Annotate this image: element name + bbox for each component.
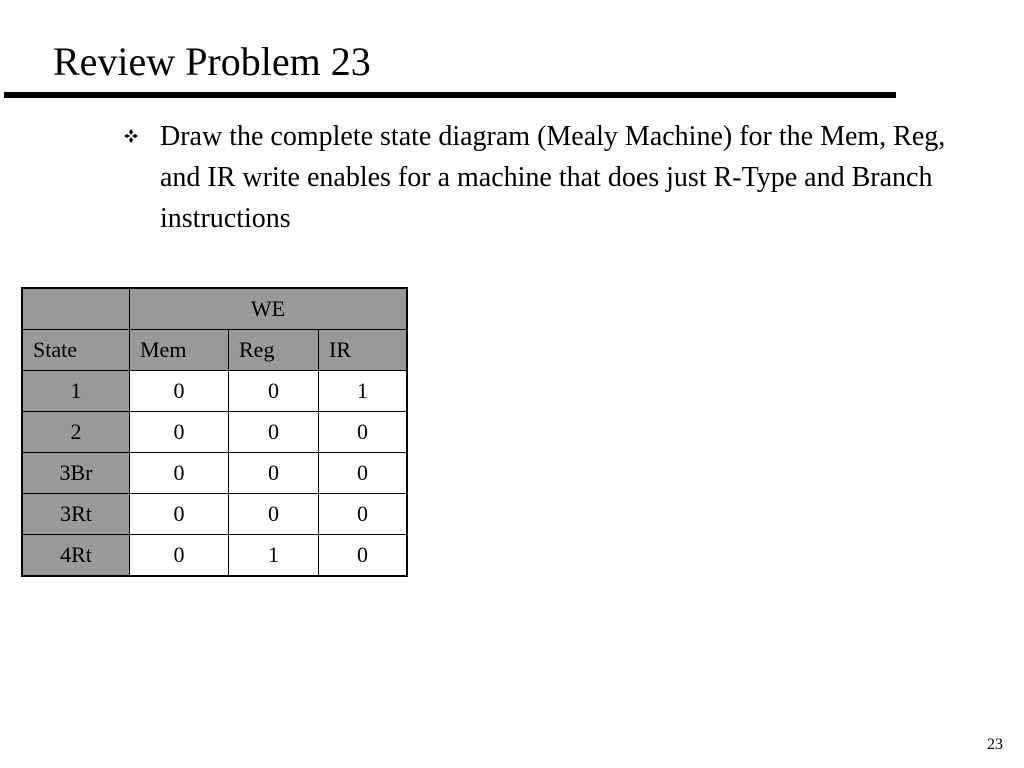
ir-cell: 0 <box>319 494 408 535</box>
slide-title: Review Problem 23 <box>53 39 371 84</box>
title-underline <box>4 92 896 98</box>
reg-cell: 1 <box>229 535 319 577</box>
header-reg: Reg <box>229 330 319 371</box>
state-cell: 3Br <box>22 453 130 494</box>
we-group-header: WE <box>130 288 408 330</box>
table-row <box>22 371 407 412</box>
table-row <box>22 494 407 535</box>
reg-cell: 0 <box>229 412 319 453</box>
ir-cell: 1 <box>319 371 408 412</box>
table-row <box>22 453 407 494</box>
header-mem: Mem <box>130 330 229 371</box>
bullet-text: Draw the complete state diagram (Mealy Machine) for the Mem, Reg, and IR write enables for a machine that does just R-Type and Branch instructions <box>160 121 946 234</box>
ir-cell: 0 <box>319 453 408 494</box>
table-header-row <box>22 330 407 371</box>
mem-cell: 0 <box>130 535 229 577</box>
ir-cell: 0 <box>319 535 408 577</box>
mem-cell: 0 <box>130 371 229 412</box>
state-cell: 2 <box>22 412 130 453</box>
four-diamond-bullet-icon <box>124 129 138 143</box>
write-enable-table <box>21 287 408 577</box>
reg-cell: 0 <box>229 453 319 494</box>
mem-cell: 0 <box>130 494 229 535</box>
table-corner-cell <box>22 288 130 330</box>
state-cell: 1 <box>22 371 130 412</box>
mem-cell: 0 <box>130 412 229 453</box>
state-cell: 4Rt <box>22 535 130 577</box>
mem-cell: 0 <box>130 453 229 494</box>
reg-cell: 0 <box>229 371 319 412</box>
page-number: 23 <box>987 736 1003 753</box>
state-cell: 3Rt <box>22 494 130 535</box>
reg-cell: 0 <box>229 494 319 535</box>
table-group-header-row <box>22 288 407 330</box>
table-row <box>22 412 407 453</box>
header-state: State <box>22 330 130 371</box>
ir-cell: 0 <box>319 412 408 453</box>
header-ir: IR <box>319 330 408 371</box>
table-row <box>22 535 407 577</box>
